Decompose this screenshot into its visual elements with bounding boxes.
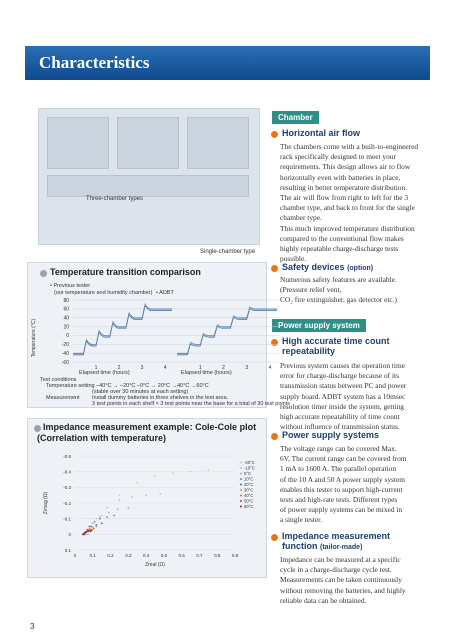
impedance-point bbox=[131, 496, 133, 498]
y-axis-label: Temperature (°C) bbox=[31, 318, 37, 358]
legend-label: 30°C bbox=[244, 487, 254, 493]
legend-previous: • Previous tester bbox=[50, 283, 91, 289]
accuracy-heading: High accurate time count bbox=[282, 336, 390, 346]
impedance-point bbox=[99, 516, 101, 518]
legend-marker bbox=[240, 489, 242, 491]
safety-option: (option) bbox=[347, 265, 374, 272]
legend-marker bbox=[240, 484, 242, 486]
conditions-title: Test conditions bbox=[40, 377, 77, 383]
impedance-point bbox=[90, 526, 92, 528]
title-band bbox=[25, 46, 430, 80]
y-tick-label: -0.4 bbox=[63, 469, 71, 475]
legend-label: 60°C bbox=[244, 504, 254, 509]
temperature-heading: Temperature transition comparison bbox=[50, 267, 201, 277]
impedance-point bbox=[93, 528, 95, 530]
text-line: cycle in a charge-discharge cycle test. bbox=[280, 565, 392, 575]
text-line: reliable data can be obtained. bbox=[280, 595, 367, 605]
chamber-photo-cell bbox=[117, 117, 179, 169]
impedance-point bbox=[87, 531, 89, 533]
legend-label: 50°C bbox=[244, 498, 254, 504]
page-header bbox=[0, 0, 455, 90]
impedance-point bbox=[90, 530, 92, 532]
bullet-icon bbox=[271, 339, 278, 346]
y-tick-label: -60 bbox=[61, 359, 69, 366]
legend-label: -20°C bbox=[244, 460, 255, 465]
chamber-photo-cell bbox=[47, 175, 249, 197]
systems-heading: Power supply systems bbox=[282, 430, 380, 440]
x-tick-label: 1 bbox=[198, 365, 202, 371]
y-tick-label: 0 bbox=[66, 333, 69, 340]
legend-marker bbox=[240, 473, 242, 475]
chamber-tag: Chamber bbox=[272, 111, 319, 124]
safety-heading bbox=[282, 262, 373, 272]
temperature-series-line bbox=[73, 306, 172, 355]
text-line: resulting in better temperature distribution. bbox=[280, 182, 408, 192]
impedance-point bbox=[87, 533, 89, 535]
text-line: possible. bbox=[280, 254, 307, 264]
impedance-chart bbox=[27, 446, 265, 576]
photo-caption-single: Single-chamber type bbox=[200, 249, 256, 255]
text-line: Numerous safety features are available. bbox=[280, 275, 397, 284]
x-tick-label: 0.7 bbox=[196, 553, 203, 558]
legend-marker bbox=[240, 495, 242, 497]
impedance-heading: Impedance measurement bbox=[282, 531, 391, 541]
y-tick-label: -0.5 bbox=[63, 453, 71, 459]
x-tick-label: 4 bbox=[268, 365, 272, 371]
temperature-chart bbox=[27, 296, 272, 376]
text-line: The chambers come with a built-to-engineered bbox=[280, 142, 419, 151]
impedance-point bbox=[190, 471, 192, 473]
impedance-point bbox=[106, 507, 108, 509]
impedance-point bbox=[88, 526, 90, 528]
bullet-icon bbox=[271, 534, 278, 541]
y-tick-label: -0.3 bbox=[63, 485, 71, 491]
y-axis-label: Zimag (Ω) bbox=[43, 491, 49, 515]
text-line: 1 mA to 1600 A. The parallel operation bbox=[280, 464, 397, 474]
impedance-point bbox=[119, 499, 121, 501]
text-line: requirements. This design allows air to flow bbox=[280, 162, 411, 172]
temperature-series-line bbox=[177, 307, 277, 353]
impedance-point bbox=[95, 518, 97, 520]
text-line: transmission status between PC and power bbox=[280, 381, 407, 391]
legend-marker bbox=[240, 478, 242, 480]
text-line: Previous system causes the operation time bbox=[280, 361, 405, 370]
text-line: 6V, The current range can be covered from bbox=[280, 454, 407, 464]
impedance-point bbox=[101, 515, 103, 517]
impedance-option: (tailor-made) bbox=[320, 544, 363, 551]
impedance-chart-heading-2: (Correlation with temperature) bbox=[37, 433, 167, 443]
temperature-series-line bbox=[177, 308, 277, 354]
y-tick-label: 0.1 bbox=[64, 547, 71, 553]
measurement-line: 3 test points in each shelf × 3 test points near the base for a total of 30 test points bbox=[92, 401, 290, 407]
text-line: rack specifically designed to meet your bbox=[280, 152, 396, 162]
x-tick-label: 3 bbox=[140, 365, 144, 371]
condition-line: (stable over 30 minutes at each setting) bbox=[92, 389, 189, 395]
y-tick-label: -20 bbox=[61, 342, 69, 349]
impedance-point bbox=[85, 531, 87, 533]
legend-adbt: • ADBT bbox=[156, 290, 174, 296]
systems-text bbox=[280, 444, 430, 526]
x-tick-label: 3 bbox=[245, 365, 249, 371]
photo-caption-three: Three-chamber types bbox=[86, 196, 144, 202]
impedance-point bbox=[99, 518, 101, 520]
text-line: without influence of transmission status. bbox=[280, 422, 400, 432]
temperature-series-line bbox=[73, 305, 172, 354]
x-tick-label: 0.1 bbox=[89, 553, 96, 558]
text-line: high accurate repeatability of time count bbox=[280, 412, 400, 422]
impedance-point bbox=[127, 507, 129, 509]
text-line: chamber type. bbox=[280, 213, 322, 223]
legend-marker bbox=[240, 467, 242, 469]
legend-label: -10°C bbox=[244, 465, 255, 471]
y-tick-label: 20 bbox=[63, 324, 69, 331]
page-title: Characteristics bbox=[39, 53, 150, 72]
impedance-heading-2 bbox=[282, 541, 362, 551]
airflow-text bbox=[280, 142, 430, 264]
text-line: Impedance can be measured at a specific bbox=[280, 555, 401, 564]
impedance-point bbox=[84, 532, 86, 534]
legend-previous-sub: (our temperature and humidity chamber) bbox=[54, 290, 153, 296]
page-number: 3 bbox=[30, 622, 35, 631]
text-line: compared to the conventional flow makes bbox=[280, 233, 404, 243]
accuracy-text bbox=[280, 361, 430, 432]
legend-marker bbox=[240, 462, 242, 464]
text-line: a single tester. bbox=[280, 515, 323, 525]
power-tag: Power supply system bbox=[272, 319, 366, 332]
x-axis-label: Zreal (Ω) bbox=[145, 562, 165, 568]
text-line: of the 10 A and 50 A power supply system bbox=[280, 474, 406, 484]
impedance-point bbox=[119, 494, 121, 496]
impedance-point bbox=[117, 508, 119, 510]
x-tick-label: 0.2 bbox=[107, 553, 114, 558]
text-line: This much improved temperature distribution bbox=[280, 223, 415, 233]
bullet-icon bbox=[40, 270, 47, 277]
text-line: chamber type, and back to front for the single bbox=[280, 203, 415, 213]
impedance-point bbox=[106, 516, 108, 518]
temperature-series-line bbox=[177, 307, 277, 353]
y-tick-label: -40 bbox=[61, 350, 69, 357]
y-tick-label: 40 bbox=[63, 315, 69, 322]
impedance-point bbox=[207, 469, 209, 471]
impedance-point bbox=[113, 515, 115, 517]
y-tick-label: 60 bbox=[63, 306, 69, 313]
impedance-chart-heading: Impedance measurement example: Cole-Cole plot bbox=[43, 422, 257, 432]
x-tick-label: 0.4 bbox=[142, 553, 150, 558]
impedance-point bbox=[101, 522, 103, 524]
x-tick-label: 4 bbox=[163, 365, 167, 371]
text-line: CO₂ fire extinguisher, gas detector etc.) bbox=[280, 295, 397, 305]
bullet-icon bbox=[34, 425, 41, 432]
text-line: without removing the batteries, and highly bbox=[280, 585, 406, 595]
safety-heading-text: Safety devices bbox=[282, 262, 345, 272]
x-tick-label: 2 bbox=[117, 365, 121, 371]
chamber-photo-cell bbox=[47, 117, 109, 169]
impedance-point bbox=[159, 493, 161, 495]
y-tick-label: -0.1 bbox=[63, 516, 71, 522]
impedance-text bbox=[280, 555, 430, 606]
x-tick-label: 0.5 bbox=[160, 553, 168, 558]
measurement-label: Measurement bbox=[46, 395, 80, 401]
temperature-series-line bbox=[73, 304, 172, 353]
condition-line: Temperature setting –40°C → –20°C –0°C → 20°C →40°C →60°C bbox=[46, 383, 209, 389]
accuracy-heading-2: repeatability bbox=[282, 346, 336, 356]
impedance-point bbox=[95, 526, 97, 528]
chamber-photo-cell bbox=[187, 117, 249, 169]
y-tick-label: 80 bbox=[63, 297, 69, 304]
y-tick-label: 0 bbox=[68, 532, 71, 538]
x-tick-label: 2 bbox=[222, 365, 225, 371]
impedance-point bbox=[82, 533, 84, 535]
bullet-icon bbox=[271, 131, 278, 138]
legend-label: 10°C bbox=[244, 476, 254, 482]
text-line: enables this tester to support high-current bbox=[280, 484, 403, 494]
legend-label: 20°C bbox=[244, 482, 254, 487]
airflow-heading: Horizontal air flow bbox=[282, 128, 361, 138]
impedance-point bbox=[154, 475, 156, 477]
text-line: (Pressure relief vent, bbox=[280, 285, 342, 295]
text-line: resolution timer inside the system, getting bbox=[280, 401, 404, 411]
x-tick-label: 0.9 bbox=[231, 553, 239, 558]
safety-text bbox=[280, 275, 430, 306]
text-line: horizontally even with batteries in place, bbox=[280, 172, 401, 182]
x-tick-label: 1 bbox=[94, 365, 98, 371]
text-line: Measurements can be taken continuously bbox=[280, 575, 402, 585]
chamber-photo bbox=[38, 108, 260, 245]
impedance-point bbox=[94, 521, 96, 523]
text-line: of power supply systems can be mixed in bbox=[280, 505, 403, 515]
text-line: tests and high-rate tests. Different types bbox=[280, 495, 398, 505]
legend-label: 0°C bbox=[244, 471, 252, 476]
legend-marker bbox=[240, 500, 242, 502]
xlabel-left: Elapsed time (hours) bbox=[79, 370, 130, 376]
xlabel-right: Elapsed time (hours) bbox=[181, 370, 232, 376]
legend-marker bbox=[240, 506, 242, 508]
text-line: error for charge-discharge because of its bbox=[280, 371, 399, 381]
impedance-point bbox=[92, 522, 94, 524]
x-tick-label: 0.3 bbox=[125, 553, 132, 558]
x-tick-label: 0.8 bbox=[214, 553, 221, 558]
text-line: The air will flow from right to left for the 3 bbox=[280, 193, 409, 203]
temperature-series-line bbox=[177, 309, 277, 355]
text-line: supply board. ADBT system has a 10msec bbox=[280, 391, 406, 401]
text-line: The voltage range can be covered Max. bbox=[280, 444, 397, 453]
impedance-point bbox=[88, 533, 90, 535]
impedance-heading-text: function bbox=[282, 541, 318, 551]
bullet-icon bbox=[271, 433, 278, 440]
impedance-point bbox=[136, 482, 138, 484]
measurement-line: Install dummy batteries in three shelves in the test area. bbox=[92, 395, 229, 401]
impedance-point bbox=[145, 494, 147, 496]
x-tick-label: 0 bbox=[73, 553, 77, 558]
impedance-point bbox=[172, 472, 174, 474]
text-line: highly repeatable charge-discharge tests bbox=[280, 244, 399, 254]
y-tick-label: -0.2 bbox=[63, 500, 71, 506]
bullet-icon bbox=[271, 265, 278, 272]
impedance-point bbox=[108, 512, 110, 514]
x-tick-label: 0.6 bbox=[178, 553, 185, 558]
impedance-point bbox=[95, 524, 97, 526]
legend-label: 40°C bbox=[244, 493, 254, 498]
